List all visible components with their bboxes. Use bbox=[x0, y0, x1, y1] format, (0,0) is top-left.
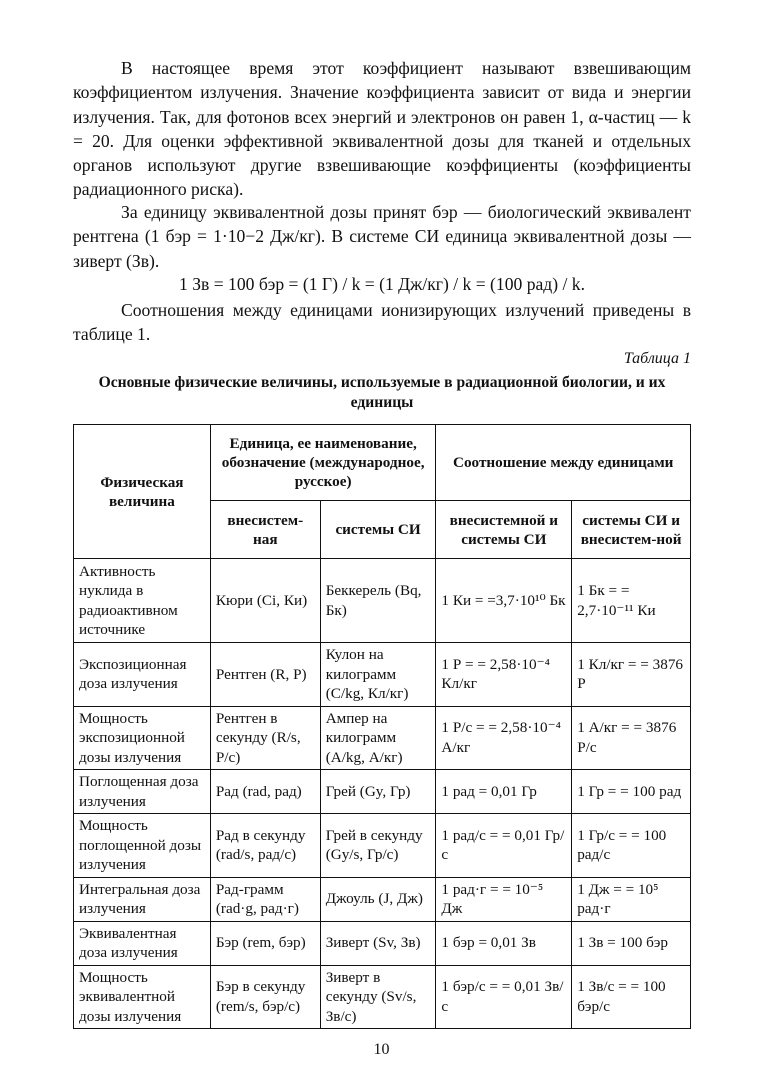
cell-quantity: Мощность экспозиционной дозы излучения bbox=[74, 706, 211, 770]
table-row bbox=[74, 643, 691, 707]
units-table bbox=[73, 424, 691, 1029]
cell-non-to-si: 1 Ки = =3,7·10¹⁰ Бк bbox=[436, 559, 572, 643]
table-row bbox=[74, 965, 691, 1029]
cell-non-system: Рад-грамм (rad·g, рад·г) bbox=[210, 877, 320, 921]
cell-si-to-non: 1 Зв = 100 бэр bbox=[572, 921, 691, 965]
formula-sievert: 1 Зв = 100 бэр = (1 Г) / k = (1 Дж/кг) / k = (100 рад) / k. bbox=[179, 274, 585, 294]
table-row bbox=[74, 559, 691, 643]
header-quantity: Физическая величина bbox=[74, 425, 211, 559]
cell-non-to-si: 1 Р/с = = 2,58·10⁻⁴ А/кг bbox=[436, 706, 572, 770]
header-si-to-non: системы СИ и внесистем-ной bbox=[572, 501, 691, 559]
cell-si: Зиверт (Sv, Зв) bbox=[320, 921, 436, 965]
cell-si-to-non: 1 Бк = = 2,7·10⁻¹¹ Ки bbox=[572, 559, 691, 643]
header-unit-group: Единица, ее наименование, обозначение (международное, русское) bbox=[210, 425, 436, 501]
cell-quantity: Мощность поглощенной дозы излучения bbox=[74, 814, 211, 878]
table-row bbox=[74, 706, 691, 770]
paragraph-weighting-coefficient: В настоящее время этот коэффициент называют взвешивающим коэффициентом излучения. Значение коэффициента зависит от вида и энергии излучения. Так, для фотонов всех энергий и электронов он равен 1, α-частиц — k = 20. Для оценки эффективной эквивалентной дозы для тканей и отдельных органов используют другие взвешивающие коэффициенты (коэффициенты радиационного риска). bbox=[73, 58, 691, 200]
cell-non-to-si: 1 Р = = 2,58·10⁻⁴ Кл/кг bbox=[436, 643, 572, 707]
cell-si-to-non: 1 Гр = = 100 рад bbox=[572, 770, 691, 814]
cell-non-to-si: 1 бэр/с = = 0,01 Зв/с bbox=[436, 965, 572, 1029]
cell-non-system: Бэр (rem, бэр) bbox=[210, 921, 320, 965]
table-body bbox=[74, 559, 691, 1029]
cell-quantity: Экспозиционная доза излучения bbox=[74, 643, 211, 707]
cell-non-system: Рентген (R, Р) bbox=[210, 643, 320, 707]
cell-quantity: Эквивалентная доза излучения bbox=[74, 921, 211, 965]
table-row bbox=[74, 770, 691, 814]
cell-non-system: Рад в секунду (rad/s, рад/с) bbox=[210, 814, 320, 878]
cell-si: Грей в секунду (Gy/s, Гр/с) bbox=[320, 814, 436, 878]
cell-non-to-si: 1 бэр = 0,01 Зв bbox=[436, 921, 572, 965]
cell-non-to-si: 1 рад = 0,01 Гр bbox=[436, 770, 572, 814]
header-si: системы СИ bbox=[320, 501, 436, 559]
cell-quantity: Интегральная доза излучения bbox=[74, 877, 211, 921]
cell-si-to-non: 1 Дж = = 10⁵ рад·г bbox=[572, 877, 691, 921]
table-row bbox=[74, 814, 691, 878]
cell-non-system: Кюри (Ci, Ки) bbox=[210, 559, 320, 643]
paragraph-table-reference: Соотношения между единицами ионизирующих излучений приведены в таблице 1. bbox=[73, 300, 691, 345]
cell-si: Беккерель (Bq, Бк) bbox=[320, 559, 436, 643]
cell-non-system: Рентген в секунду (R/s, Р/с) bbox=[210, 706, 320, 770]
table-label: Таблица 1 bbox=[623, 350, 691, 367]
table-row bbox=[74, 877, 691, 921]
page-number: 10 bbox=[373, 1041, 390, 1058]
cell-si: Грей (Gy, Гр) bbox=[320, 770, 436, 814]
header-non-system: внесистем-ная bbox=[210, 501, 320, 559]
cell-non-to-si: 1 рад·г = = 10⁻⁵ Дж bbox=[436, 877, 572, 921]
cell-si: Джоуль (J, Дж) bbox=[320, 877, 436, 921]
table-caption: Основные физические величины, используемые в радиационной биологии, и их единицы bbox=[98, 374, 666, 411]
table-row bbox=[74, 921, 691, 965]
cell-si-to-non: 1 А/кг = = 3876 Р/с bbox=[572, 706, 691, 770]
cell-si-to-non: 1 Гр/с = = 100 рад/с bbox=[572, 814, 691, 878]
cell-si: Зиверт в секунду (Sv/s, Зв/с) bbox=[320, 965, 436, 1029]
cell-si-to-non: 1 Кл/кг = = 3876 Р bbox=[572, 643, 691, 707]
cell-quantity: Поглощенная доза излучения bbox=[74, 770, 211, 814]
cell-si-to-non: 1 Зв/с = = 100 бэр/с bbox=[572, 965, 691, 1029]
cell-quantity: Мощность эквивалентной дозы излучения bbox=[74, 965, 211, 1029]
header-non-to-si: внесистемной и системы СИ bbox=[436, 501, 572, 559]
cell-non-system: Бэр в секунду (rem/s, бэр/с) bbox=[210, 965, 320, 1029]
header-relation-group: Соотношение между единицами bbox=[436, 425, 691, 501]
cell-non-to-si: 1 рад/с = = 0,01 Гр/с bbox=[436, 814, 572, 878]
cell-quantity: Активность нуклида в радиоактивном источнике bbox=[74, 559, 211, 643]
paragraph-rem-unit: За единицу эквивалентной дозы принят бэр — биологический эквивалент рентгена (1 бэр = 1·10−2 Дж/кг). В системе СИ единица эквивалентной дозы — зиверт (Зв). bbox=[73, 202, 691, 271]
cell-non-system: Рад (rad, рад) bbox=[210, 770, 320, 814]
cell-si: Кулон на килограмм (C/kg, Кл/кг) bbox=[320, 643, 436, 707]
cell-si: Ампер на килограмм (A/kg, А/кг) bbox=[320, 706, 436, 770]
